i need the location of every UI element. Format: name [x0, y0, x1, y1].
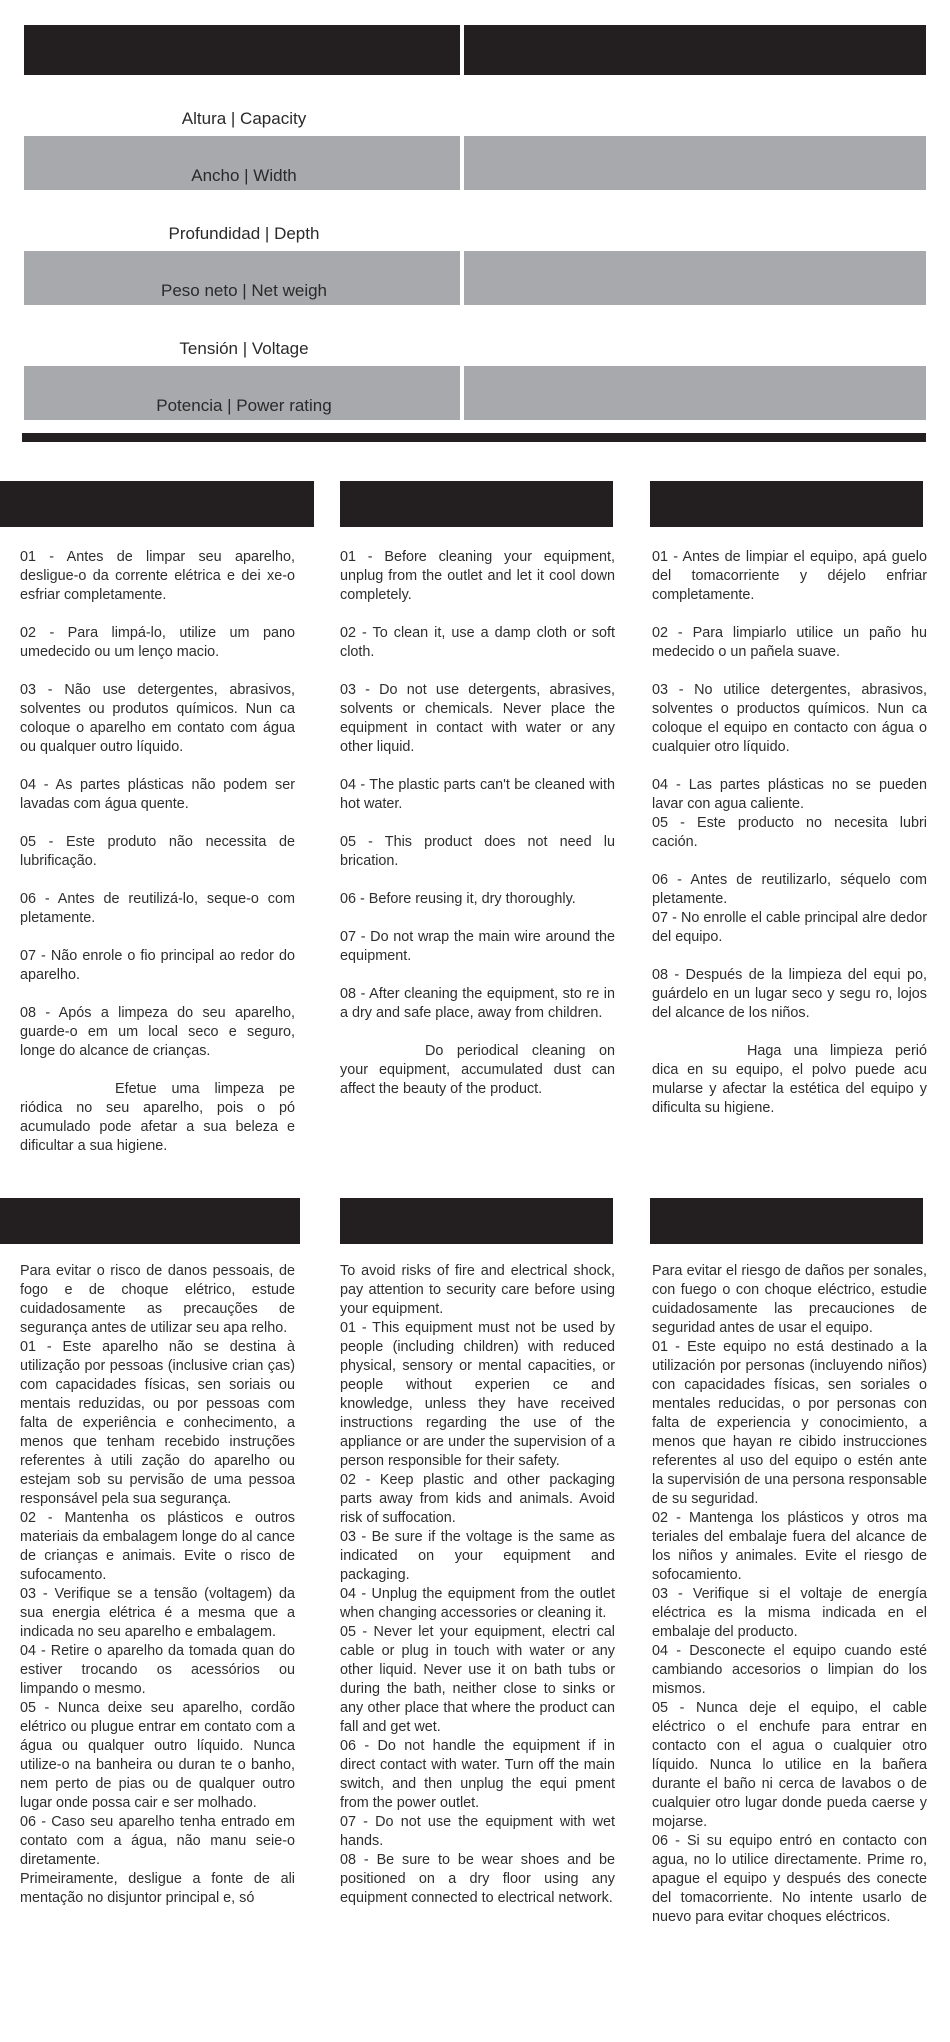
safety-header-pt — [0, 1198, 300, 1244]
cleaning-es-06: 06 - Antes de reutilizarlo, séquelo com pletamente. — [652, 872, 927, 907]
cleaning-es-07: 07 - No enrolle el cable principal alre dedor del equipo. — [652, 910, 927, 945]
cleaning-es-01: 01 - Antes de limpiar el equipo, apá guelo del tomacorriente y déjelo enfriar completamente. — [652, 549, 927, 603]
spec-label-depth: Profundidad | Depth — [168, 224, 320, 243]
safety-en-03: 03 - Be sure if the voltage is the same as indicated on your equipment and packaging. — [340, 1529, 615, 1583]
cleaning-en-05: 05 - This product does not need lu brication. — [340, 834, 615, 869]
cleaning-pt-03: 03 - Não use detergentes, abrasivos, solventes ou produtos químicos. Nun ca coloque o aparelho em contato com água ou qualquer outro líquido. — [20, 682, 295, 755]
cleaning-pt-01: 01 - Antes de limpar seu aparelho, desligue-o da corrente elétrica e dei xe-o esfriar completamente. — [20, 549, 295, 603]
safety-en-02: 02 - Keep plastic and other packaging parts away from kids and animals. Avoid risk of suffocation. — [340, 1472, 615, 1526]
cleaning-en-01: 01 - Before cleaning your equipment, unplug from the outlet and let it cool down completely. — [340, 549, 615, 603]
cleaning-es-08: 08 - Después de la limpieza del equi po, guárdelo en un lugar seco y segu ro, lojos del alcance de los niños. — [652, 967, 927, 1021]
safety-es-05: 05 - Nunca deje el equipo, el cable eléctrico o el enchufe para entrar en contacto con el agua o cualquier otro líquido. Nunca lo utilice en la bañera durante el baño ni cerca de lavabos o de cualquier otro lugar donde pueda caerse y mojarse. — [652, 1700, 927, 1830]
cleaning-pt-05: 05 - Este produto não necessita de lubrificação. — [20, 834, 295, 869]
safety-pt-07: Primeiramente, desligue a fonte de ali mentação no disjuntor principal e, só — [20, 1871, 295, 1906]
cleaning-pt-note: Efetue uma limpeza pe riódica no seu aparelho, pois o pó acumulado pode afetar a sua beleza e dificultar a sua higiene. — [20, 1081, 295, 1154]
safety-pt-intro: Para evitar o risco de danos pessoais, de fogo e de choque elétrico, estude cuidadosamente as precauções de segurança antes de utilizar seu apa relho. — [20, 1263, 295, 1336]
safety-en-05: 05 - Never let your equipment, electri cal cable or plug in touch with water or any other liquid. Never use it on bath tubs or during the bath, neither close to sinks or any other place that where the product can fall and get wet. — [340, 1624, 615, 1735]
spec-row-shade-3-right — [464, 366, 926, 420]
safety-pt-04: 04 - Retire o aparelho da tomada quan do estiver trocando os acessórios ou limpando o mesmo. — [20, 1643, 295, 1697]
safety-en-06: 06 - Do not handle the equipment if in direct contact with water. Turn off the main switch, and then unplug the equi pment from the power outlet. — [340, 1738, 615, 1811]
cleaning-header-en — [340, 481, 613, 527]
cleaning-es-05: 05 - Este producto no necesita lubri cación. — [652, 815, 927, 850]
safety-en-01: 01 - This equipment must not be used by people (including children) with reduced physical, sensory or mental capacities, or people without experien ce and knowledge, unless they have received instructions regarding the use of the appliance or are under the supervision of a person responsible for their safety. — [340, 1320, 615, 1469]
cleaning-pt-06: 06 - Antes de reutilizá-lo, seque-o com pletamente. — [20, 891, 295, 926]
safety-es-06: 06 - Si su equipo entró en contacto con agua, no lo utilice directamente. Prime ro, apague el equipo y después des conecte del tomacorriente. No intente usarlo de nuevo para evitar choques eléctricos. — [652, 1833, 927, 1925]
safety-pt-03: 03 - Verifique se a tensão (voltagem) da sua energia elétrica é a mesma que a indicada no seu aparelho e embalagem. — [20, 1586, 295, 1640]
safety-es-intro: Para evitar el riesgo de daños per sonales, con fuego o con choque eléctrico, estudie cuidadosamente las precauciones de seguridad antes de usar el equipo. — [652, 1263, 927, 1336]
cleaning-en-08: 08 - After cleaning the equipment, sto re in a dry and safe place, away from children. — [340, 986, 615, 1021]
safety-en-intro: To avoid risks of fire and electrical shock, pay attention to security care before using your equipment. — [340, 1263, 615, 1317]
cleaning-header-pt — [0, 481, 314, 527]
cleaning-pt-02: 02 - Para limpá-lo, utilize um pano umedecido ou um lenço macio. — [20, 625, 295, 660]
safety-column-pt — [20, 1262, 295, 1908]
cleaning-en-04: 04 - The plastic parts can't be cleaned with hot water. — [340, 777, 615, 812]
cleaning-es-04: 04 - Las partes plásticas no se pueden lavar con agua caliente. — [652, 777, 927, 812]
safety-es-03: 03 - Verifique si el voltaje de energía eléctrica es la misma indicada en el embalaje del producto. — [652, 1586, 927, 1640]
spec-label-power: Potencia | Power rating — [156, 396, 332, 415]
safety-es-02: 02 - Mantenga los plásticos y otros ma teriales del embalaje fuera del alcance de los niños y animales. Evite el riesgo de sofocamiento. — [652, 1510, 927, 1583]
safety-pt-02: 02 - Mantenha os plásticos e outros materiais da embalagem longe do al cance de crianças e animais. Evite o risco de sufocamento. — [20, 1510, 295, 1583]
cleaning-en-02: 02 - To clean it, use a damp cloth or soft cloth. — [340, 625, 615, 660]
cleaning-en-note: Do periodical cleaning on your equipment, accumulated dust can affect the beauty of the product. — [340, 1043, 615, 1097]
cleaning-pt-08: 08 - Após a limpeza do seu aparelho, guarde-o em um local seco e seguro, longe do alcance de crianças. — [20, 1005, 295, 1059]
spec-row-shade-2-right — [464, 251, 926, 305]
cleaning-pt-04: 04 - As partes plásticas não podem ser lavadas com água quente. — [20, 777, 295, 812]
cleaning-es-03: 03 - No utilice detergentes, abrasivos, solventes o productos químicos. Nun ca coloque el equipo en contacto con água o cualquier otro líquido. — [652, 682, 927, 755]
cleaning-pt-07: 07 - Não enrole o fio principal ao redor do aparelho. — [20, 948, 295, 983]
safety-column-es — [652, 1262, 927, 1927]
cleaning-es-note: Haga una limpieza perió dica en su equipo, el polvo puede acu mularse y afectar la estética del equipo y dificulta su higiene. — [652, 1043, 927, 1116]
safety-en-08: 08 - Be sure to be wear shoes and be positioned on a dry floor using any equipment connected to electrical network. — [340, 1852, 615, 1906]
spec-header-left — [24, 25, 460, 75]
spec-row-shade-1-right — [464, 136, 926, 190]
safety-header-en — [340, 1198, 613, 1244]
spec-header-right — [464, 25, 926, 75]
safety-en-07: 07 - Do not use the equipment with wet hands. — [340, 1814, 615, 1849]
spec-label-height: Altura | Capacity — [181, 109, 307, 128]
cleaning-column-en — [340, 548, 615, 1099]
spec-label-net-weight: Peso neto | Net weigh — [160, 281, 327, 300]
safety-pt-05: 05 - Nunca deixe seu aparelho, cordão elétrico ou plugue entrar em contato com a água ou qualquer outro líquido. Nunca utilize-o na banheira ou duran te o banho, nem perto de pias ou de qualquer outro lugar onde possa cair e ser molhado. — [20, 1700, 295, 1811]
cleaning-en-06: 06 - Before reusing it, dry thoroughly. — [340, 891, 576, 907]
spec-label-voltage: Tensión | Voltage — [179, 339, 309, 358]
spec-bottom-rule — [22, 433, 926, 442]
cleaning-column-es — [652, 548, 927, 1118]
safety-es-01: 01 - Este equipo no está destinado a la utilización por personas (incluyendo niños) con capacidades físicas, sen soriales o mentales reducidas, o por personas con falta de experiencia y conocimiento, a menos que hayan re cibido instrucciones referentes al uso del equipo o estén ante la supervisión de una persona responsable de su seguridad. — [652, 1339, 927, 1507]
safety-es-04: 04 - Desconecte el equipo cuando esté cambiando accesorios o limpian do los mismos. — [652, 1643, 927, 1697]
cleaning-column-pt — [20, 548, 295, 1156]
cleaning-en-07: 07 - Do not wrap the main wire around the equipment. — [340, 929, 615, 964]
safety-pt-01: 01 - Este aparelho não se destina à utilização por pessoas (inclusive crian ças) com capacidades físicas, sen soriais ou mentais reduzidas, ou por pessoas com falta de experiência e conhecimento, a menos que tenham recebido instruções referentes à utili zação do aparelho ou estejam sob su pervisão de uma pessoa responsável pela sua segurança. — [20, 1339, 295, 1507]
cleaning-es-02: 02 - Para limpiarlo utilice un paño hu medecido o un pañela suave. — [652, 625, 927, 660]
safety-pt-06: 06 - Caso seu aparelho tenha entrado em contato com a água, não manu seie-o diretamente. — [20, 1814, 295, 1868]
cleaning-header-es — [650, 481, 923, 527]
safety-en-04: 04 - Unplug the equipment from the outlet when changing accessories or cleaning it. — [340, 1586, 615, 1621]
safety-header-es — [650, 1198, 923, 1244]
cleaning-en-03: 03 - Do not use detergents, abrasives, solvents or chemicals. Never place the equipment in contact with water or any other liquid. — [340, 682, 615, 755]
spec-label-width: Ancho | Width — [191, 166, 297, 185]
safety-column-en — [340, 1262, 615, 1908]
